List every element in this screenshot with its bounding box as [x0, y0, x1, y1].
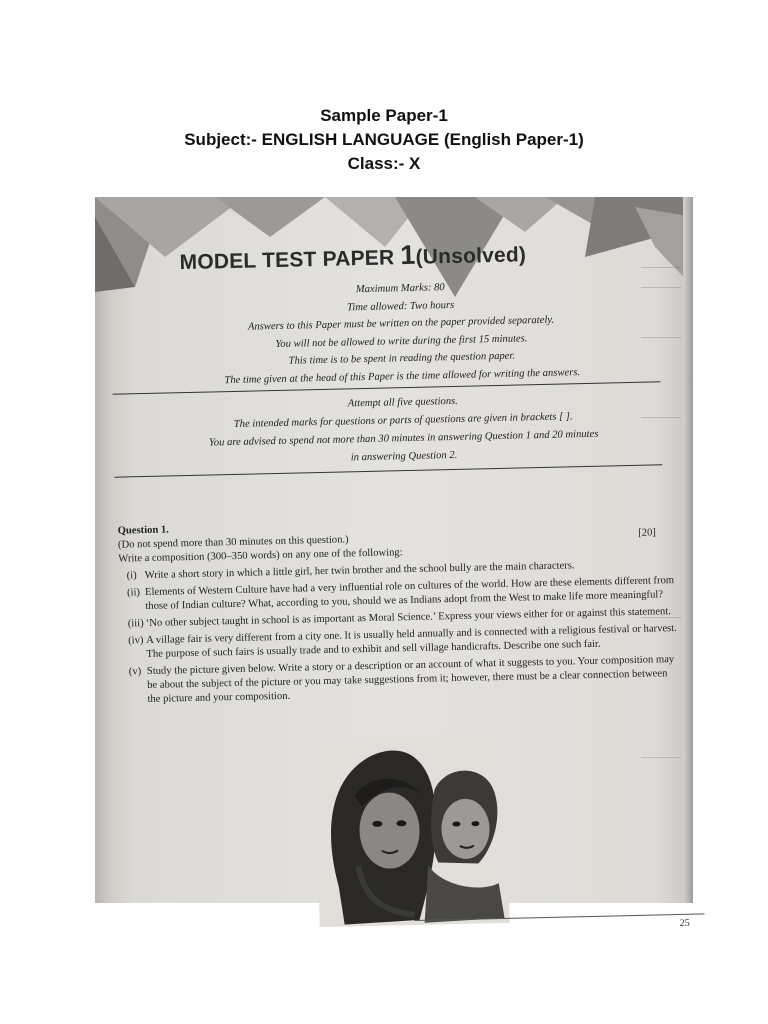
time-allowed: Time allowed: Two hours	[346, 299, 455, 313]
class-line: Class:- X	[347, 154, 421, 173]
exam-page-photo	[95, 197, 693, 930]
question-note: (Do not spend more than 30 minutes on this question.)	[117, 534, 349, 551]
subject-line: Subject:- ENGLISH LANGUAGE (English Paper-1)	[184, 130, 584, 149]
model-test-paper-title	[179, 237, 526, 276]
marks-note: The intended marks for questions or parts of questions are given in brackets [ ].	[233, 411, 573, 430]
instruction-line: The time given at the head of this Paper is the time allowed for writing the answers.	[224, 366, 581, 386]
instructions-block	[140, 274, 662, 391]
sample-paper-title: Sample Paper-1	[320, 106, 448, 125]
option-number: (iii)	[127, 618, 144, 630]
option-number: (v)	[128, 666, 142, 678]
page-number: 25	[679, 917, 690, 930]
document-header	[0, 104, 768, 176]
option-text: Elements of Western Culture have had a very influential role on cultures of the world. How are these elements different from those of Indian culture? What, according to you, should we as Indians adopt from the West to make life more meaningful?	[144, 575, 675, 613]
instructions-block-2	[143, 388, 664, 472]
title-suffix: (Unsolved)	[415, 243, 527, 269]
option-text: Study the picture given below. Write a story or a description or an account of what it suggests to you. Your composition may be about the subject of the picture or you may take suggestions from it; however, there must be a clear connection between the picture and your composition.	[146, 654, 675, 706]
printed-sheet	[99, 224, 694, 930]
option-text: A village fair is very different from a city one. It is usually held annually and is connected with a religious festival or harvest. The purpose of such fairs is usually trade and to exhibit and sell village handicrafts. Describe one such fair.	[146, 622, 677, 661]
title-main: MODEL TEST PAPER	[179, 246, 395, 275]
question-marks: [20]	[638, 527, 656, 539]
question-heading: Question 1.	[117, 524, 170, 537]
children-picture	[315, 733, 509, 927]
time-advice: You are advised to spend not more than 30 minutes in answering Question 1 and 20 minutes	[208, 428, 599, 449]
max-marks: Maximum Marks: 80	[355, 282, 445, 296]
option-number: (iv)	[128, 635, 144, 647]
question-prompt: Write a composition (300–350 words) on any one of the following:	[118, 547, 403, 565]
question-option	[121, 653, 682, 708]
option-number: (i)	[126, 570, 137, 582]
option-text: Write a short story in which a little girl, her twin brother and the school bully are the main characters.	[144, 560, 575, 582]
option-number: (ii)	[126, 587, 141, 599]
instruction-line: You will not be allowed to write during the first 15 minutes.	[275, 332, 528, 350]
question-1	[118, 512, 682, 708]
instruction-line: Answers to this Paper must be written on the paper provided separately.	[247, 314, 555, 333]
instruction-line: This time is to be spent in reading the question paper.	[288, 350, 516, 367]
title-number: 1	[399, 239, 416, 271]
time-advice-cont: in answering Question 2.	[350, 449, 458, 464]
attempt-line: Attempt all five questions.	[347, 395, 458, 410]
option-text: ‘No other subject taught in school is as important as Moral Science.’ Express your views either for or against this statement.	[145, 606, 672, 630]
